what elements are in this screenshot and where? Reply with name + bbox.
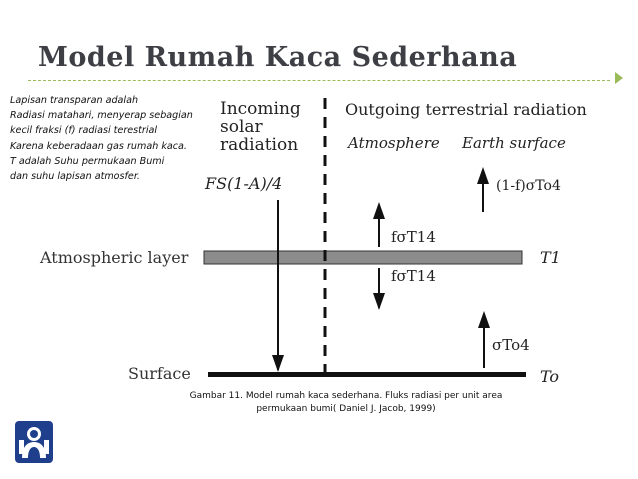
- escape-arrowhead: [477, 167, 489, 184]
- atmospheric-layer-label: Atmospheric layer: [40, 248, 189, 267]
- note-line-1: Lapisan transparan adalah: [10, 95, 139, 106]
- figure-caption: [178, 390, 514, 415]
- surface-flux-text: σTo4: [492, 336, 530, 354]
- atm-up-flux-text: fσT14: [391, 228, 436, 246]
- outgoing-header: Outgoing terrestrial radiation: [345, 100, 587, 119]
- solar-flux-label: [205, 174, 282, 193]
- surface-up-arrowhead: [478, 311, 490, 328]
- slide-title: Model Rumah Kaca Sederhana: [38, 42, 518, 73]
- incoming-header-line-1: Incoming: [220, 99, 301, 119]
- note-line-4: Karena keberadaan gas rumah kaca.: [10, 140, 187, 152]
- atmospheric-layer-bar: [204, 251, 522, 264]
- incoming-header-line-2: solar: [220, 117, 263, 137]
- solar-flux-text: FS(1-A)/4: [205, 174, 283, 193]
- note-line-2: Radiasi matahari, menyerap sebagian: [10, 110, 193, 122]
- note-line-5: T adalah Suhu permukaan Bumi: [10, 155, 165, 167]
- surface-label: Surface: [128, 364, 191, 383]
- incoming-solar-arrowhead: [272, 355, 284, 372]
- note-line-6: dan suhu lapisan atmosfer.: [10, 171, 140, 183]
- university-logo-icon: [14, 420, 54, 464]
- surface-flux-label: [492, 336, 530, 354]
- t0-label: To: [540, 367, 560, 386]
- note-line-3: kecil fraksi (f) radiasi terestrial: [10, 125, 158, 137]
- incoming-header: [220, 100, 301, 154]
- atm-down-flux-label: [391, 267, 436, 285]
- surface-line: [208, 372, 526, 377]
- escape-flux-label: [496, 178, 561, 194]
- caption-line-1: Gambar 11. Model rumah kaca sederhana. Fluks radiasi per unit area: [189, 391, 503, 401]
- incoming-header-line-3: radiation: [220, 135, 299, 155]
- earth-surface-label: Earth surface: [462, 134, 566, 152]
- atmosphere-label: Atmosphere: [348, 134, 440, 152]
- caption-line-2: permukaan bumi( Daniel J. Jacob, 1999): [256, 403, 436, 414]
- atm-up-arrowhead: [373, 202, 385, 219]
- atm-down-flux-text: fσT14: [391, 267, 436, 285]
- atm-down-arrowhead: [373, 293, 385, 310]
- atm-up-flux-label: [391, 228, 436, 246]
- escape-flux-text: (1-f)σTo4: [496, 178, 561, 194]
- t1-label: T1: [540, 248, 561, 267]
